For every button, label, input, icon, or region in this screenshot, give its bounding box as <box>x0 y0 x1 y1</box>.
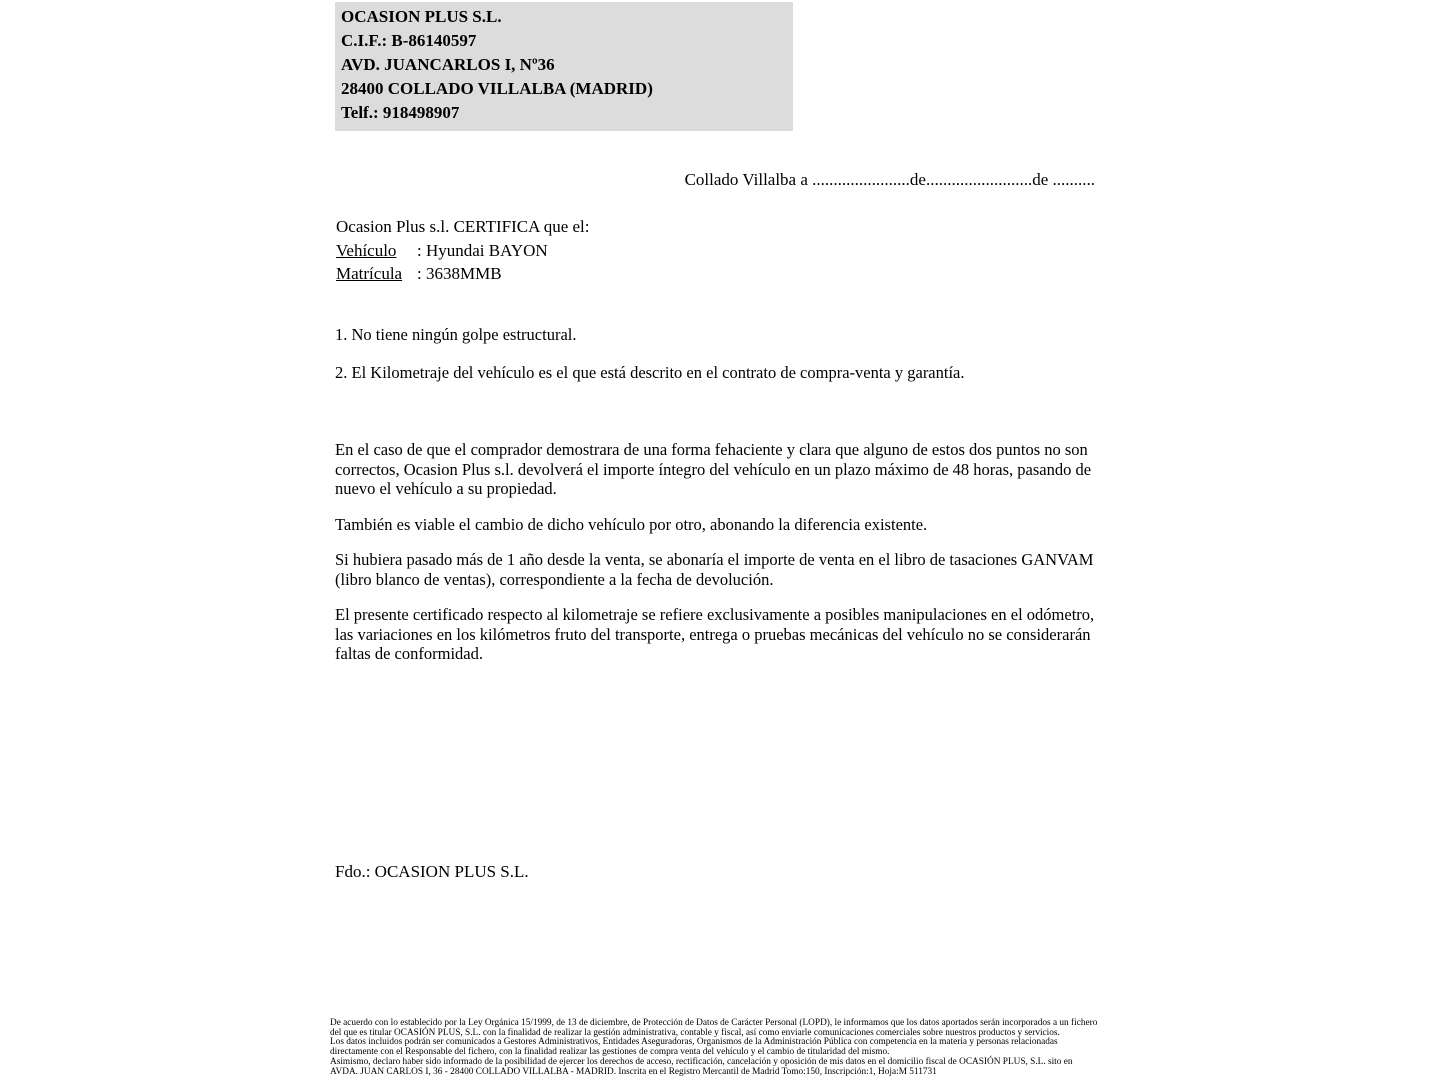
legal-paragraph-data-sharing: Los datos incluidos podrán ser comunicados a Gestores Administrativos, Entidades Aseguradoras, Organismos de la Administración Pública con competencia en la materia y personas relacionadas directamente con el Responsable del fichero, con la finalidad realizar las gestiones de compra venta del vehículo y el cambio de titularidad del mismo. <box>330 1037 1058 1058</box>
company-phone: Telf.: 918498907 <box>341 103 460 122</box>
date-line: Collado Villalba a .......................de.........................de .......... <box>684 170 1095 189</box>
legal-paragraph-rights: Asimismo, declaro haber sido informado de la posibilidad de ejercer los derechos de acceso, rectificación, cancelación y oposición de mis datos en el domicilio fiscal de OCASIÓN PLUS, S.L. sito en AVDA. JUAN CARLOS I, 36 - 28400 COLLADO VILLALBA - MADRID. Inscrita en el Registro Mercantil de Madrid Tomo:150, Inscripción:1, Hoja:M 511731 <box>330 1056 1073 1077</box>
paragraph-ganvam: Si hubiera pasado más de 1 año desde la venta, se abonaría el importe de venta en el libro de tasaciones GANVAM (libro blanco de ventas), correspondiente a la fecha de devolución. <box>335 550 1094 589</box>
certification-block <box>336 215 590 286</box>
plate-value: : 3638MMB <box>417 264 502 283</box>
vehicle-label: Vehículo <box>336 240 397 260</box>
paragraph-refund: En el caso de que el comprador demostrara de una forma fehaciente y clara que alguno de estos dos puntos no son correctos, Ocasion Plus s.l. devolverá el importe íntegro del vehículo en un plazo máximo de 48 horas, pasando de nuevo el vehículo a su propiedad. <box>335 440 1092 498</box>
point-2-mileage: 2. El Kilometraje del vehículo es el que está descrito en el contrato de compra-venta y garantía. <box>335 363 965 382</box>
legal-paragraph-lopd: De acuerdo con lo establecido por la Ley Orgánica 15/1999, de 13 de diciembre, de Protección de Datos de Carácter Personal (LOPD), le informamos que los datos aportados serán incorporados a un fichero del que es titular OCASIÓN PLUS, S.L. con la finalidad de realizar la gestión administrativa, contable y fiscal, así como enviarle comunicaciones comerciales sobre nuestros productos y servicios. <box>330 1018 1098 1038</box>
point-1-structural: 1. No tiene ningún golpe estructural. <box>335 325 577 344</box>
paragraph-odometer: El presente certificado respecto al kilometraje se refiere exclusivamente a posibles manipulaciones en el odómetro, las variaciones en los kilómetros fruto del transporte, entrega o pruebas mecánicas del vehículo no se considerarán faltas de conformidad. <box>335 605 1095 663</box>
company-cif: C.I.F.: B-86140597 <box>341 31 477 50</box>
plate-label: Matrícula <box>336 264 403 283</box>
plate-row <box>336 262 590 286</box>
paragraph-exchange: También es viable el cambio de dicho vehículo por otro, abonando la diferencia existente. <box>335 514 928 534</box>
company-city: 28400 COLLADO VILLALBA (MADRID) <box>341 79 653 98</box>
vehicle-row <box>336 239 590 263</box>
company-address: AVD. JUANCARLOS I, Nº36 <box>341 55 555 74</box>
terms-paragraphs <box>335 440 1100 680</box>
certifies-intro: Ocasion Plus s.l. CERTIFICA que el: <box>336 217 590 236</box>
legal-footnote <box>330 1019 1102 1077</box>
company-header-box <box>335 2 793 131</box>
company-name: OCASION PLUS S.L. <box>341 7 502 26</box>
vehicle-value: : Hyundai BAYON <box>417 240 548 260</box>
signature-line: Fdo.: OCASION PLUS S.L. <box>335 862 529 881</box>
